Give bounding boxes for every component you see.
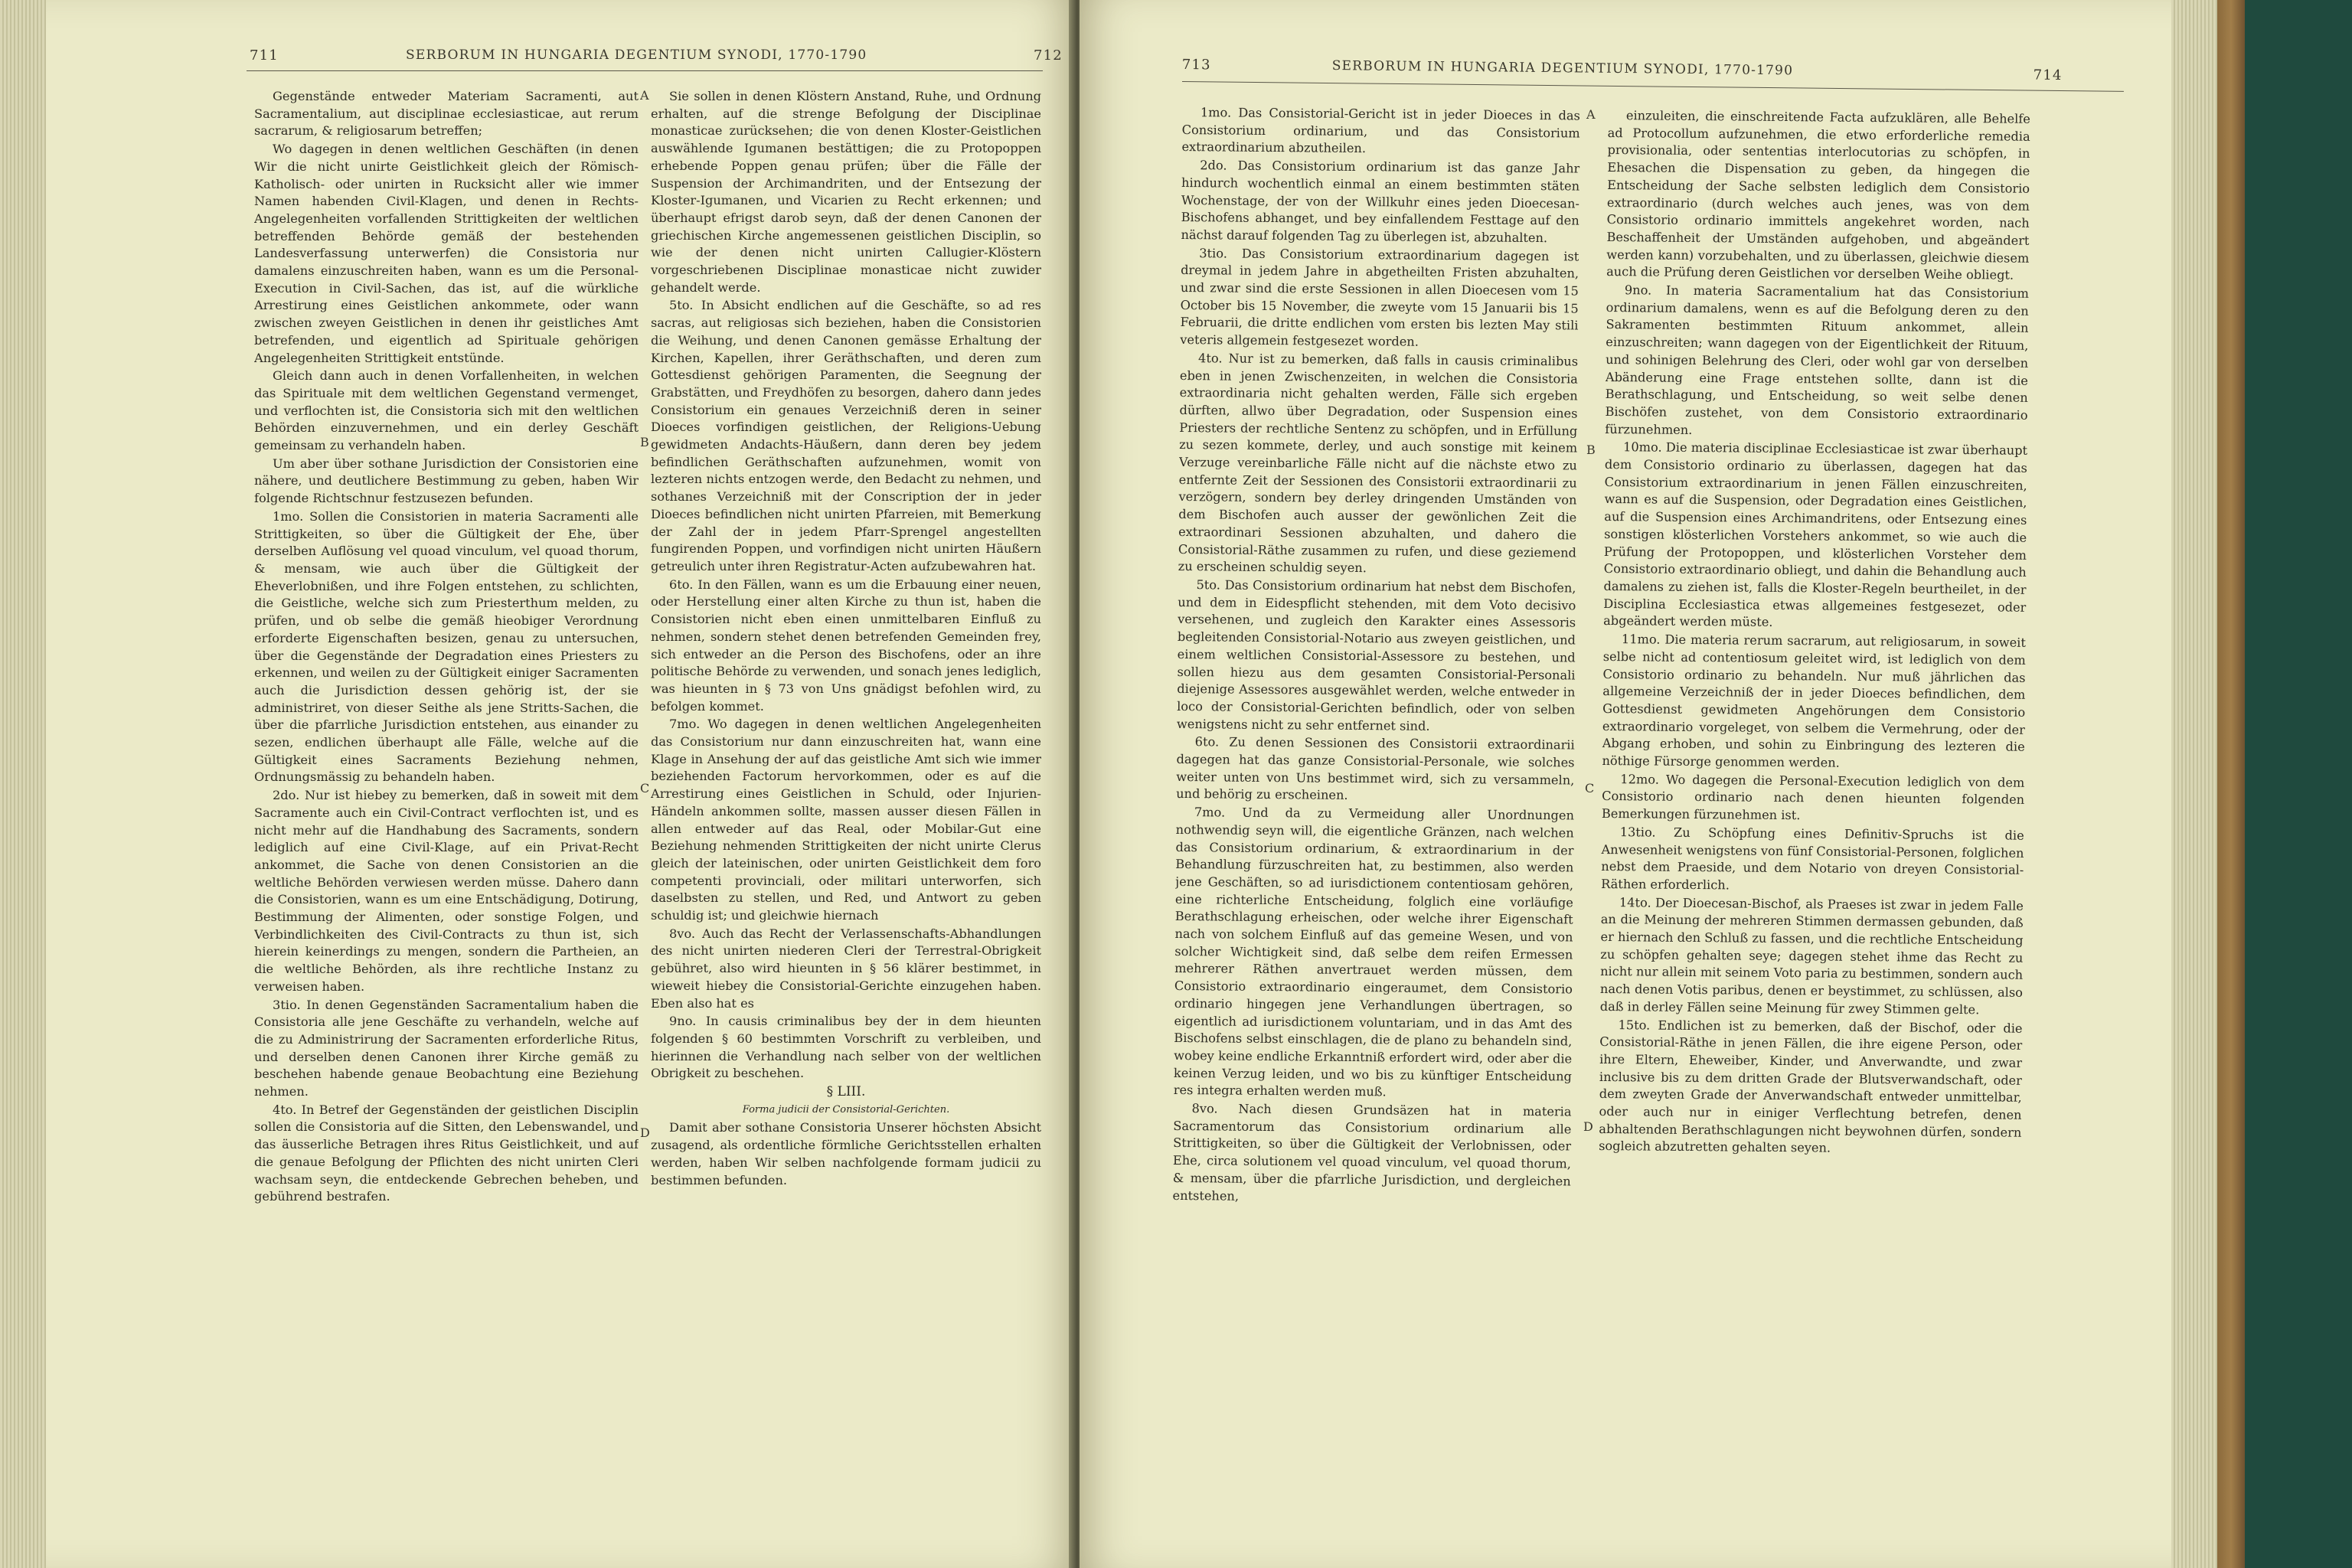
margin-marker: A bbox=[1586, 107, 1596, 122]
paragraph: 14to. Der Dioecesan-Bischof, als Praeses ist zwar in jedem Falle an die Meinung der mehreren Stimmen dermassen gebunden, daß er hiernach den Schluß zu fassen, und die rechtliche Entscheidung zu schöpfen gehalten seye; dagegen stehet ihme das Recht zu nicht nur allein mit seinem Voto paria zu bestimmen, sondern auch nach denen Votis paribus, denen er beystimmet, zu schlüssen, also daß in derley Fällen seine Meinung für zwey Stimmen gelte. bbox=[1599, 894, 2024, 1018]
left-page bbox=[46, 0, 1075, 1568]
margin-marker: C bbox=[640, 781, 650, 795]
book-cover-edge bbox=[2217, 0, 2245, 1568]
paragraph: 2do. Nur ist hiebey zu bemerken, daß in soweit mit dem Sacramente auch ein Civil-Contract verflochten ist, und es nicht mehr auf die Handhabung des Sacraments, sondern lediglich auf eine Civil-Klage, auf ein Privat-Recht ankommet, die Sache von denen Consistorien an die weltliche Behörden verwiesen werden müsse. Dahero dann die Consistorien, wann es um eine Entschädigung, Dotirung, Bestimmung der Alimenten, oder sonstige Folgen, und Verbindlichkeiten des Civil-Contracts zu thun ist, sich hierein keinerdings zu mengen, sondern die Partheien, an die weltliche Behörden, als ihre rechtliche Instanz zu verweisen haben. bbox=[254, 788, 639, 994]
paragraph: 7mo. Und da zu Vermeidung aller Unordnungen nothwendig seyn will, die eigentliche Gränzen, nach welchen das Consistorium ordinarium, & extraordinarium in der Behandlung fürzuschreiten hat, zu bestimmen, also werden jene Geschäften, so ad iurisdictionem contentiosam gehören, eine richterliche Entscheidung, folglich eine vorläufige Berathschlagung erheischen, oder welche ihrer Eigenschaft nach von solchem Einfluß auf das gemeine Wesen, und von solcher Wichtigkeit sind, daß selbe dem reifen Ermessen mehrerer Räthen anvertrauet werden müssen, dem Consistorio extraordinario eingeraumet, dem Consistorio ordinario hingegen jene Verhandlungen übertragen, so eigentlich ad iurisdictionem voluntariam, und in das Amt des Bischofens selbst einschlagen, die de plano zu behandeln sind, wobey keine endliche Erkanntniß erfordert wird, oder aber die keinen Verzug leiden, und wo bis zu künftiger Entscheidung res integra erhalten werden muß. bbox=[1173, 805, 1574, 1099]
paragraph: 3tio. In denen Gegenständen Sacramentalium haben die Consistoria alle jene Geschäfte zu verhandeln, welche auf die zu Administrirung der Sacramenten erforderliche Ritus, und derselben denen Canonen ihrer Kirche gemäß zu beschehen habende genaue Beobachtung eine Beziehung nehmen. bbox=[254, 997, 639, 1099]
header-rule bbox=[1182, 81, 2124, 92]
running-head: SERBORUM IN HUNGARIA DEGENTIUM SYNODI, 1770-1790 bbox=[406, 47, 867, 63]
paragraph: 5to. Das Consistorium ordinarium hat nebst dem Bischofen, und dem in Eidespflicht stehenden, mit dem Voto decisivo versehenen, und zugleich den Karakter eines Assessoris begleitenden Consistorial-Notario aus zweyen geistlichen, und einem weltlichen Consistorial-Assessore zu bestehen, und sollen hiezu aus dem gesamten Consistorial-Personali diejenige Assessores ausgewählet werden, welche entweder in loco der Consistorial-Gerichten befindlich, oder von selben wenigstens nicht zu sehr entfernet sind. bbox=[1176, 577, 1576, 733]
paragraph: Damit aber sothane Consistoria Unserer höchsten Absicht zusagend, als ordentliche förmliche Gerichtsstellen erhalten werden, haben Wir selben nachfolgende formam judicii zu bestimmen befunden. bbox=[651, 1120, 1041, 1187]
page-number: 713 bbox=[1181, 56, 1211, 74]
paragraph: 9no. In causis criminalibus bey der in dem hieunten folgenden § 60 bestimmten Vorschrift zu verbleiben, und hierinnen die Verhandlung nach selber von der weltlichen Obrigkeit zu beschehen. bbox=[651, 1014, 1041, 1081]
left-column-2 bbox=[651, 88, 1041, 1481]
running-head: SERBORUM IN HUNGARIA DEGENTIUM SYNODI, 1770-1790 bbox=[1331, 58, 1794, 79]
left-page-edges bbox=[0, 0, 46, 1568]
paragraph: 8vo. Nach diesen Grundsäzen hat in materia Sacramentorum das Consistorium ordinarium alle Strittigkeiten, so über die Gültigkeit der Verlobnissen, oder Ehe, circa solutionem vel quoad vinculum, vel quoad thorum, & mensam, über die pfarrliche Jurisdiction, und dergleichen entstehen, bbox=[1172, 1101, 1572, 1204]
paragraph: Um aber über sothane Jurisdiction der Consistorien eine nähere, und deutlichere Bestimmung zu geben, haben Wir folgende Richtschnur festzusezen befunden. bbox=[254, 456, 639, 506]
left-column-1 bbox=[254, 88, 639, 1481]
paragraph: 7mo. Wo dagegen in denen weltlichen Angelegenheiten das Consistorium nur dann einzuschreiten hat, wann eine Klage in Ansehung der auf das geistliche Amt sich wie immer beziehenden Factorum hervorkommen, oder es auf die Arrestirung eines Geistlichen in Schuld, oder Injurien-Händeln ankommen sollte, massen ausser diesen Fällen in allen entweder auf das Real, oder Mobilar-Gut eine Beziehung nehmenden Strittigkeiten der nicht unirte Clerus gleich der lateinischen, oder unirten Geistlichkeit dem foro competenti provinciali, oder militari unterworfen, sich daselbsten zu stellen, und Red, und Antwort zu geben schuldig ist; und gleichwie hiernach bbox=[651, 717, 1041, 923]
paragraph: 5to. In Absicht endlichen auf die Geschäfte, so ad res sacras, aut religiosas sich beziehen, haben die Consistorien die Weihung, und denen Canonen gemässe Erhaltung der Kirchen, Kapellen, ihrer Geräthschaften, und deren zum Gottesdienst gehörigen Paramenten, die Seegnung der Grabstätten, und Freydhöfen zu besorgen, dahero dann jedes Consistorium ein genaues Verzeichniß deren in seiner Dioeces vorfindigen geistlichen, der Religions-Uebung gewidmeten Andachts-Häußern, dann deren bey jedem befindlichen Geräthschaften aufzunehmen, womit von lezteren nichts entzogen werde, den Bedacht zu nehmen, und sothanes Verzeichniß mit der Conscription der in jeder Dioeces befindlichen nicht unirten Pfarreien, mit Bemerkung der Zahl der in jedem Pfarr-Sprengel angestellten fungirenden Poppen, und vorfindigen nicht unirten Häußern getreulich unter ihren Registratur-Acten aufzubewahren hat. bbox=[651, 298, 1041, 573]
section-subtitle: Forma judicii der Consistorial-Gerichten. bbox=[742, 1103, 950, 1116]
paragraph: Gegenstände entweder Materiam Sacramenti, aut Sacramentalium, aut disciplinae ecclesiasticae, aut rerum sacrarum, & religiosarum betreffen; bbox=[254, 89, 639, 139]
page-number: 714 bbox=[2033, 67, 2063, 84]
paragraph: 4to. Nur ist zu bemerken, daß falls in causis criminalibus eben in jenen Zwischenzeiten, in welchen die Consistoria extraordinaria nicht gehalten werden, Fälle sich ergeben dürften, allwo über Degradation, oder Suspension eines Priesters der rechtliche Sentenz zu schöpfen, und in Erfüllung zu sezen kommete, derley, und auch sonstige mit keinem Verzuge vereinbarliche Fälle nicht auf die nächste etwo zu entfernte Zeit der Sessionen des Consistorii extraordinarii zu verzögern, sondern bey derley dringenden Umständen von dem Bischofen auch ausser der gewönlichen Zeit die extraordinari Sessionen abzuhalten, und dahero die Consistorial-Räthe zusammen zu rufen, und diese geziemend zu erscheinen schuldig seyen. bbox=[1178, 351, 1579, 576]
paragraph: 15to. Endlichen ist zu bemerken, daß der Bischof, oder die Consistorial-Räthe in jenen Fällen, die ihre eigene Person, oder ihre Eltern, Eheweiber, Kinder, und Anverwandte, und zwar inclusive bis zu dem dritten Grade der Blutsverwandschaft, oder dem zweyten Grade der Anverwandschaft entweder unmittelbar, oder auch nur in einiger Verflechtung betrefen, denen abhaltenden Berathschlagungen nicht beywohnen dürfen, sondern sogleich abzutretten gehalten seyen. bbox=[1599, 1017, 2023, 1156]
paragraph: Wo dagegen in denen weltlichen Geschäften (in denen Wir die nicht unirte Geistlichkeit gleich der Römisch-Katholisch- oder unirten in Rucksicht aller wie immer Namen habenden Civil-Klagen, und denen in Rechts-Angelegenheiten vorfallenden Strittigkeiten der weltlichen betreffenden Behörde gemäß der bestehenden Landesverfassung unterwerfen) die Consistoria nur damalens einzuschreiten haben, wann es um die Personal-Execution in Civil-Sachen, das ist, auf die würkliche Arrestirung eines Geistlichen ankommete, oder wann zwischen zweyen Geistlichen in denen ihr geistliches Amt betrefenden, und eigentlich ad Spirituale gehörigen Angelegenheiten Strittigkeit entstünde. bbox=[254, 142, 639, 365]
paragraph: Sie sollen in denen Klöstern Anstand, Ruhe, und Ordnung erhalten, auf die strenge Befolgung der Disciplinae monasticae zurücksehen; die von denen Kloster-Geistlichen auswählende Igumanen bestättigen; die zu Protopoppen erhebende Poppen genau prüfen; über die Fälle der Suspension der Archimandriten, und der Entsezung der Kloster-Igumanen, und Vicarien zu Recht erkennen; und überhaupt efrigst darob seyn, daß der denen Canonen der griechischen Kirche angemessenen geistlichen Disciplin, so wie der denen nicht unirten Callugier-Klöstern vorgeschriebenen Disciplinae monasticae nicht zuwider gehandelt werde. bbox=[651, 89, 1041, 295]
right-page-header bbox=[1182, 47, 2171, 83]
right-page-edges bbox=[2171, 0, 2217, 1568]
margin-marker: D bbox=[1583, 1119, 1593, 1134]
margin-marker: C bbox=[1585, 781, 1595, 795]
paragraph: 6to. Zu denen Sessionen des Consistorii extraordinarii dagegen hat das ganze Consistorial-Personale, wie solches weiter unten von Uns bestimmet wird, sich zu versammeln, und behörig zu erscheinen. bbox=[1176, 734, 1575, 803]
paragraph: 11mo. Die materia rerum sacrarum, aut religiosarum, in soweit selbe nicht ad contentiosum geleitet wird, ist lediglich von dem Consistorio ordinario zu behandeln. Nur muß jährlichen das allgemeine Verzeichniß der in jeder Dioeces befindlichen, dem Gottesdienst gewidmeten Angehörungen dem Consistorio extraordinario vorgeleget, von selbem die Vermehrung, oder der Abgang erhoben, und sohin zu Einbringung des lezteren die nöthige Fürsorge genommen werden. bbox=[1602, 632, 2027, 770]
margin-marker: B bbox=[1586, 443, 1596, 457]
paragraph: 3tio. Das Consistorium extraordinarium dagegen ist dreymal in jedem Jahre in abgetheilten Fristen abzuhalten, und zwar sind die erste Sessionen in allen Dioecesen vom 15 October bis 15 November, die zweyte vom 15 Januarii bis 15 Februarii, die dritte endlichen vom ersten bis lezten May stili veteris allgemein festgesezet worden. bbox=[1180, 245, 1579, 349]
margin-marker: A bbox=[640, 88, 649, 103]
paragraph: 8vo. Auch das Recht der Verlassenschafts-Abhandlungen des nicht unirten niederen Cleri der Terrestral-Obrigkeit gebühret, also wird hieunten in § 56 klärer bestimmet, in wieweit hiebey die Consistorial-Gerichte einzugehen haben. Eben also hat es bbox=[651, 926, 1041, 1011]
header-rule bbox=[247, 70, 1043, 71]
right-page bbox=[1080, 0, 2171, 1568]
section-title: § LIII. bbox=[826, 1084, 866, 1100]
paragraph: 1mo. Das Consistorial-Gericht ist in jeder Dioeces in das Consistorium ordinarium, und das Consistorium extraordinarium abzutheilen. bbox=[1181, 105, 1580, 156]
paragraph: 6to. In den Fällen, wann es um die Erbauung einer neuen, oder Herstellung einer alten Kirche zu thun ist, haben die Consistorien nicht eben einen unmittelbaren Einfluß zu nehmen, sondern stehet denen betrefenden Gemeinden frey, sich entweder an die Person des Bischofens, oder an ihre politische Behörde zu verwenden, und sonach jenes lediglich, was hieunten in § 73 von Uns gnädigst befohlen wird, zu befolgen kommet. bbox=[651, 577, 1041, 714]
margin-marker: D bbox=[640, 1125, 650, 1140]
paragraph: 10mo. Die materia disciplinae Ecclesiasticae ist zwar überhaupt dem Consistorio ordinario zu überlassen, dagegen hat das Consistorium extraordinarium in jenen Fällen einzuschreiten, wann es auf die Suspension, oder Degradation eines Geistlichen, auf die Suspension eines Archimandritens, oder Entsezung eines sonstigen klösterlichen Vorstehers ankommet, so wie auch die Prüfung der Protopoppen, und klösterlichen Vorsteher dem Consistorio extraordinario obliegt, und dahin die Behandlung auch damalens zu ziehen ist, falls die Kloster-Regeln beurtheilet, in der Disciplina Ecclesiastica etwas allgemeines festgesezet, oder abgeändert werden müste. bbox=[1603, 439, 2028, 630]
page-number: 711 bbox=[250, 47, 279, 64]
right-column-1 bbox=[1170, 104, 1580, 1485]
paragraph: 4to. In Betref der Gegenständen der geistlichen Disciplin sollen die Consistoria auf die Sitten, den Lebenswandel, und das äusserliche Betragen ihres Ritus Geistlichkeit, und auf die genaue Befolgung der Pflichten des nicht unirten Cleri wachsam seyn, die entdeckende Gebrechen beheben, und gebührend bestrafen. bbox=[254, 1102, 639, 1204]
right-column-2 bbox=[1596, 107, 2030, 1489]
paragraph: einzuleiten, die einschreitende Facta aufzuklären, alle Behelfe ad Protocollum aufzunehmen, die etwo erforderliche remedia provisionalia, oder sententias interlocutorias zu schöpfen, in Ehesachen die Dispensation zu geben, da hingegen die Entscheidung der Sache selbsten lediglich dem Consistorio extraordinario (durch welches auch jenes, was von dem Consistorio ordinario immittels angekehret worden, nach Beschaffenheit der Umständen aufgehoben, und abgeändert werden kann) vorzubehalten, und zu überlassen, gleichwie diesem auch die Prüfung deren Geistlichen vor derselben Weihe obliegt. bbox=[1606, 108, 2030, 283]
margin-marker: B bbox=[640, 435, 649, 449]
paragraph: 9no. In materia Sacramentalium hat das Consistorium ordinarium damalens, wenn es auf die Befolgung deren zu den Sakramenten bestimmten Rituum ankommet, allein einzuschreiten; wann dagegen von der Eigentlichkeit der Rituum, und sohinigen Belehrung des Cleri, oder wohl gar von derselben Abänderung eine Frage entstehen sollte, dann ist die Berathschlagung, und Entscheidung, so weit selbe denen Bischöfen zustehet, von dem Consistorio extraordinario fürzunehmen. bbox=[1605, 283, 2029, 437]
paragraph: 2do. Das Consistorium ordinarium ist das ganze Jahr hindurch wochentlich einmal an einem bestimmten stäten Wochenstage, der von der Willkuhr eines jeden Dioecesan-Bischofens abhanget, und bey einfallendem Festtage auf den nächst darauf folgenden Tag zu überlegen ist, abzuhalten. bbox=[1181, 158, 1580, 246]
left-page-header bbox=[250, 47, 1063, 72]
page-number: 712 bbox=[1034, 47, 1063, 64]
paragraph: 1mo. Sollen die Consistorien in materia Sacramenti alle Strittigkeiten, so über die Gültigkeit der Ehe, über derselben Auflösung vel quoad vinculum, vel quoad thorum, & mensam, wie auch über die Gültigkeit der Eheverlobnißen, und ihre Folgen entstehen, zu schlichten, die Geistliche, welche sich zum Priesterthum melden, zu prüfen, und ob selbe die gemäß hieobiger Verordnung erforderte Eigenschaften besizen, genau zu untersuchen, über die Gegenstände der Degradation eines Priesters zu erkennen, und weilen zu der Gültigkeit einiger Sacramenten auch die Jurisdiction dessen gehörig ist, der sie administriret, von dieser Seithe als jene Stritts-Sachen, die über die pfarrliche Jurisdiction entstehen, aus einander zu sezen, endlichen überhaupt alle Fälle, welche auf die Gültigkeit eines Sacraments Beziehung nehmen, Ordnungsmässig zu behandeln haben. bbox=[254, 508, 639, 785]
paragraph: Gleich dann auch in denen Vorfallenheiten, in welchen das Spirituale mit dem weltlichen Gegenstand vermenget, und verflochten ist, die Consistoria sich mit den weltlichen Behörden einzuvernehmen, und ein derley Geschäft gemeinsam zu verhandeln haben. bbox=[254, 368, 639, 453]
paragraph: 12mo. Wo dagegen die Personal-Execution lediglich von dem Consistorio ordinario nach denen hieunten folgenden Bemerkungen fürzunehmen ist. bbox=[1601, 771, 2025, 823]
paragraph: 13tio. Zu Schöpfung eines Definitiv-Spruchs ist die Anwesenheit wenigstens von fünf Consistorial-Personen, folglichen nebst dem Praeside, und dem Notario von dreyen Consistorial-Räthen erforderlich. bbox=[1601, 825, 2024, 893]
